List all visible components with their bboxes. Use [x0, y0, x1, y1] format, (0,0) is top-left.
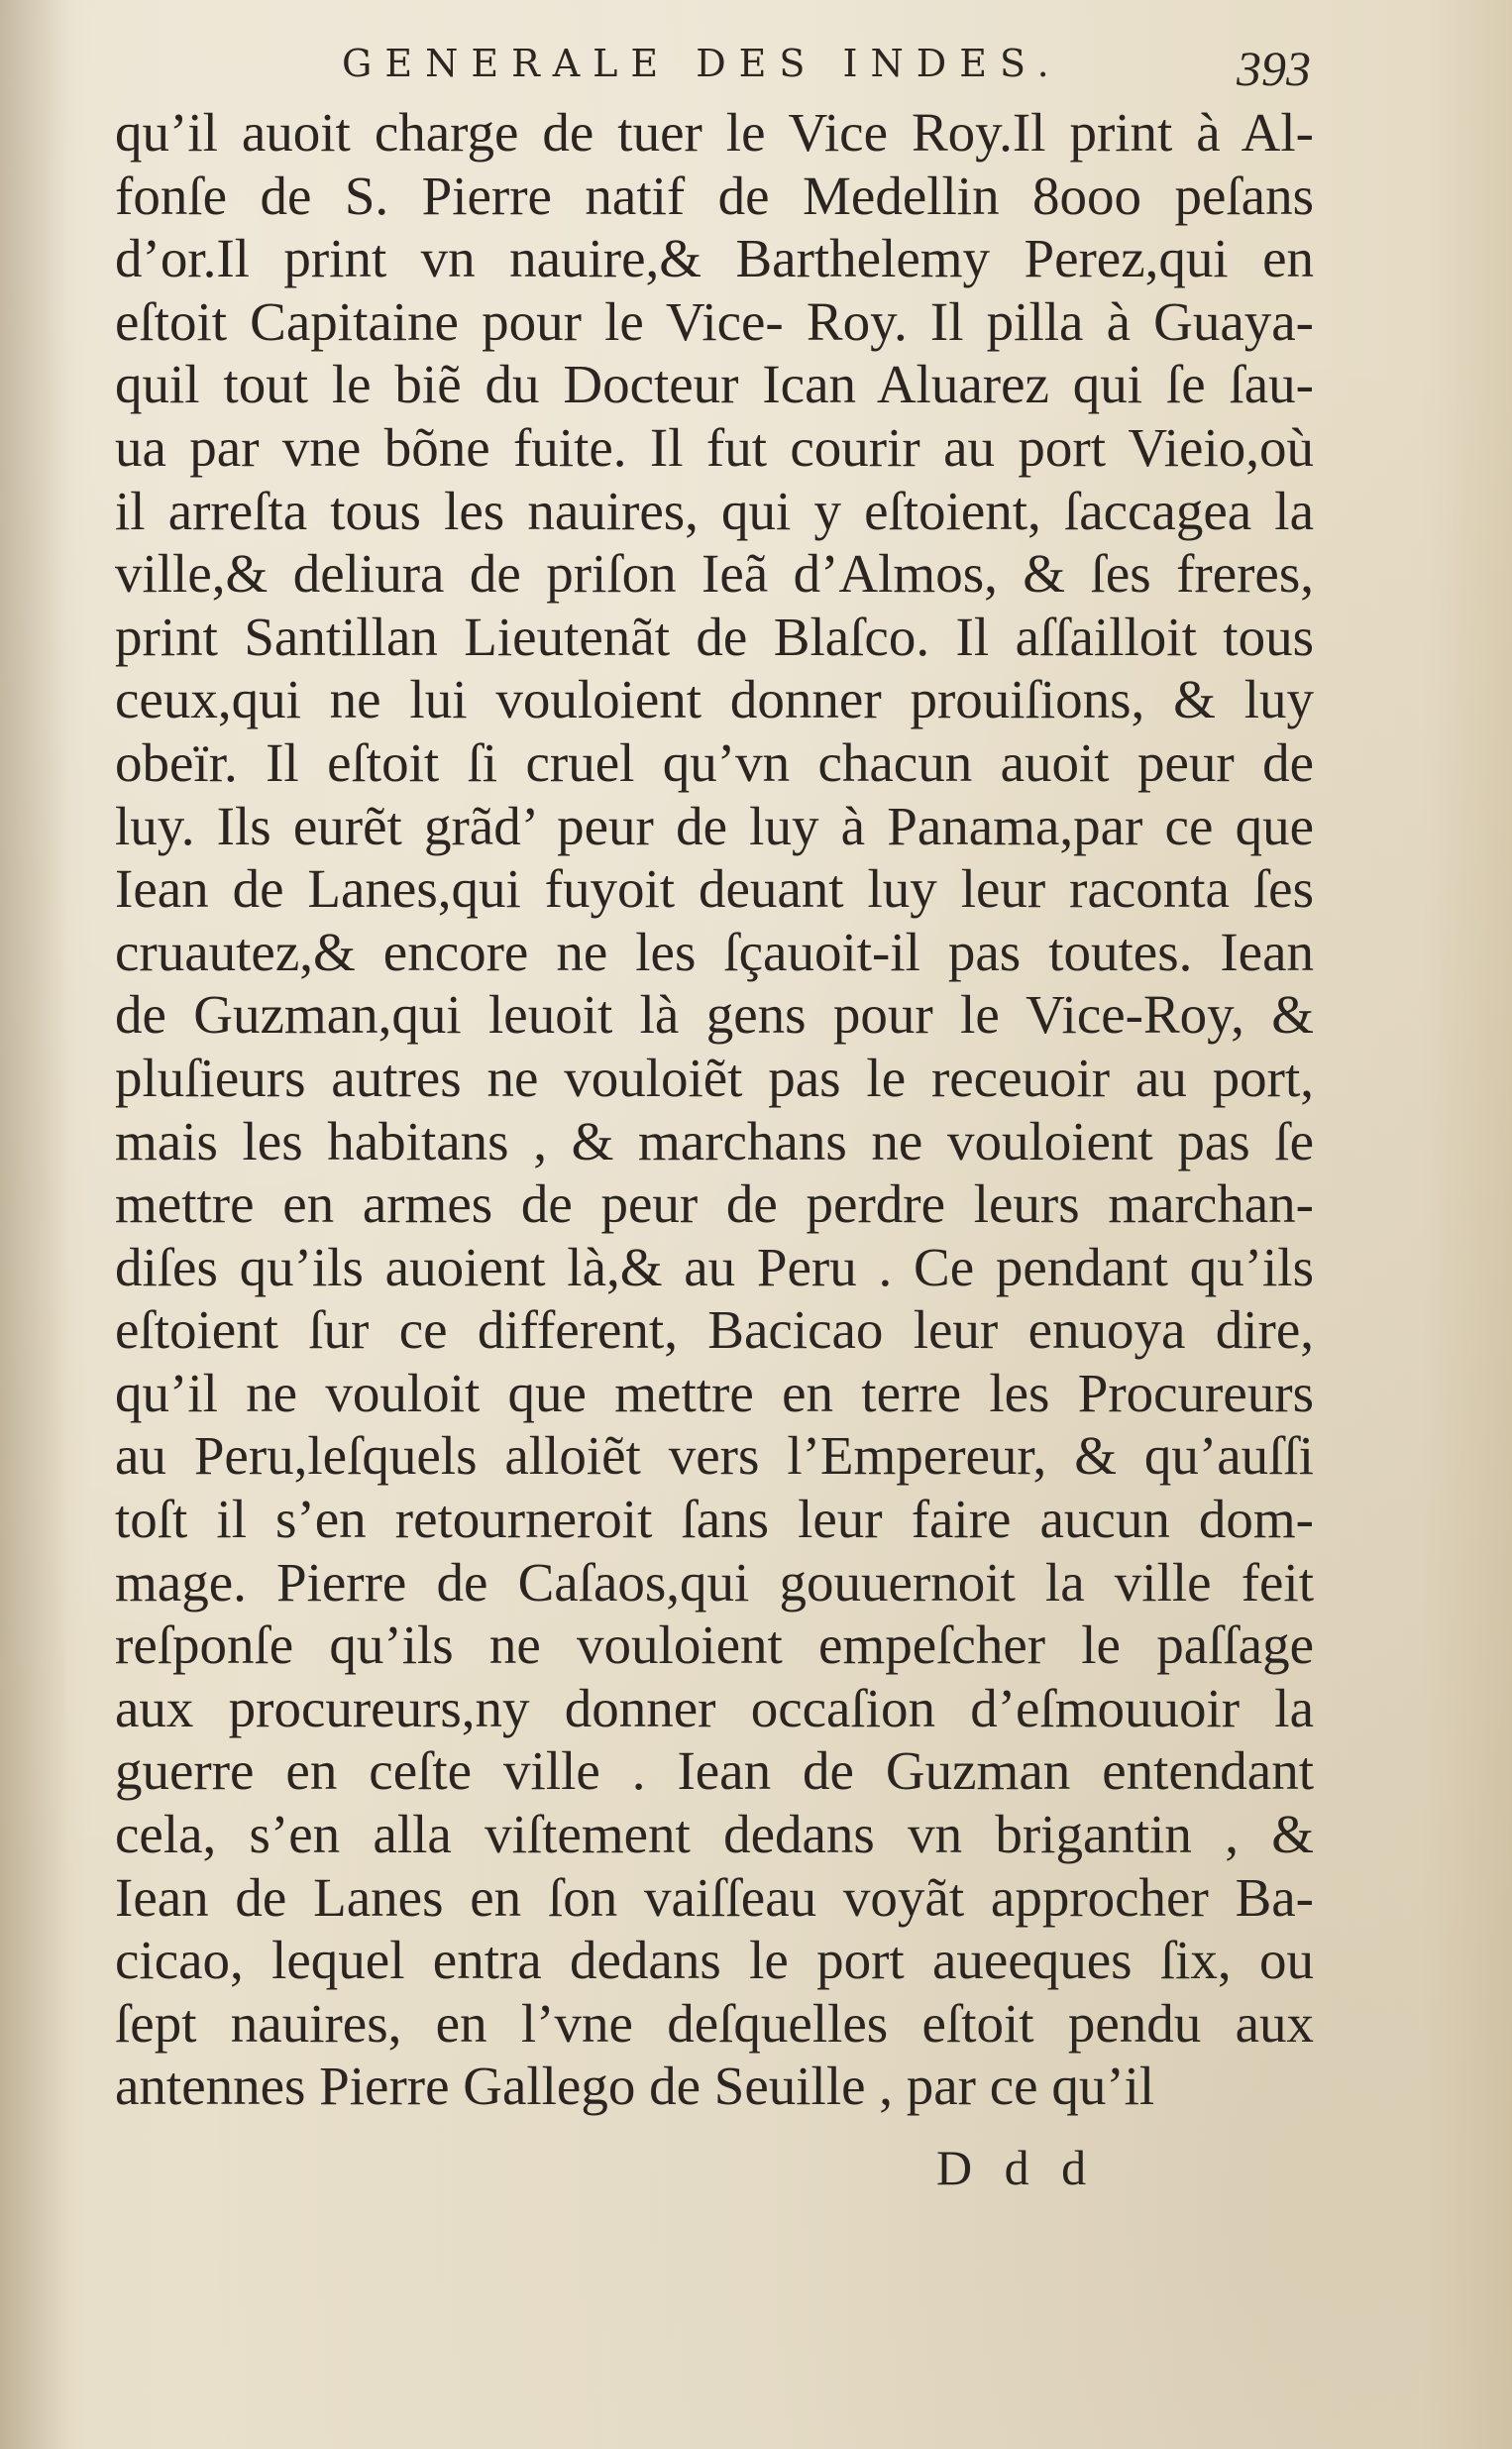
text-line: diſes qu’ils auoient là,& au Peru . Ce pendant qu’ils: [115, 1236, 1314, 1297]
text-line: Iean de Lanes en ſon vaiſſeau voyãt approcher Ba-: [115, 1866, 1314, 1928]
text-line: ville,& deliura de priſon Ieã d’Almos, & ſes freres,: [115, 543, 1314, 605]
page-number: 393: [1237, 41, 1311, 96]
text-line: d’or.Il print vn nauire,& Barthelemy Perez,qui en: [115, 228, 1314, 289]
text-line: toſt il s’en retourneroit ſans leur faire aucun dom-: [115, 1489, 1314, 1550]
text-line: eſtoient ſur ce different, Bacicao leur enuoya dire,: [115, 1299, 1314, 1361]
text-line: cela, s’en alla viſtement dedans vn brigantin , &: [115, 1804, 1314, 1865]
text-line: mettre en armes de peur de perdre leurs marchan-: [115, 1173, 1314, 1235]
text-line: guerre en ceſte ville . Iean de Guzman entendant: [115, 1740, 1314, 1802]
text-line: ſept nauires, en l’vne deſquelles eſtoit pendu aux: [115, 1992, 1314, 2054]
text-line: il arreſta tous les nauires, qui y eſtoient, ſaccagea la: [115, 480, 1314, 541]
text-line: ua par vne bõne fuite. Il fut courir au port Vieio,où: [115, 416, 1314, 478]
running-title: GENERALE DES INDES.: [342, 42, 1062, 85]
text-line: antennes Pierre Gallego de Seuille , par ce qu’il: [115, 2056, 1155, 2117]
text-line: aux procureurs,ny donner occaſion d’eſmouuoir la: [115, 1677, 1314, 1738]
catchword: D d d: [936, 2140, 1097, 2195]
text-line: qu’il ne vouloit que mettre en terre les Procureurs: [115, 1362, 1314, 1423]
body-text: [115, 101, 1314, 2118]
text-line: mais les habitans , & marchans ne vouloient pas ſe: [115, 1110, 1314, 1171]
text-line: pluſieurs autres ne vouloiẽt pas le receuoir au port,: [115, 1047, 1314, 1108]
text-line: reſponſe qu’ils ne vouloient empeſcher le paſſage: [115, 1614, 1314, 1676]
text-line: fonſe de S. Pierre natif de Medellin 8ooo peſans: [115, 165, 1314, 226]
text-line: au Peru,leſquels alloiẽt vers l’Empereur, & qu’auſſi: [115, 1425, 1314, 1487]
gutter-shadow: [0, 0, 69, 2449]
text-line: print Santillan Lieutenãt de Blaſco. Il aſſailloit tous: [115, 606, 1314, 667]
text-line: qu’il auoit charge de tuer le Vice Roy.Il print à Al-: [115, 102, 1314, 163]
text-line: de Guzman,qui leuoit là gens pour le Vice-Roy, &: [115, 984, 1314, 1046]
text-line: mage. Pierre de Caſaos,qui gouuernoit la ville feit: [115, 1551, 1314, 1613]
text-line: ceux,qui ne lui vouloient donner prouiſions, & luy: [115, 669, 1314, 730]
text-line: quil tout le biẽ du Docteur Ican Aluarez qui ſe ſau-: [115, 354, 1314, 415]
text-line: obeïr. Il eſtoit ſi cruel qu’vn chacun auoit peur de: [115, 731, 1314, 793]
text-line: cicao, lequel entra dedans le port aueeques ſix, ou: [115, 1930, 1314, 1991]
text-line: cruautez,& encore ne les ſçauoit-il pas toutes. Iean: [115, 921, 1314, 982]
text-line: luy. Ils eurẽt grãd’ peur de luy à Panama,par ce que: [115, 795, 1314, 856]
text-line: eſtoit Capitaine pour le Vice- Roy. Il pilla à Guaya-: [115, 290, 1314, 352]
text-line: Iean de Lanes,qui fuyoit deuant luy leur raconta ſes: [115, 858, 1314, 920]
